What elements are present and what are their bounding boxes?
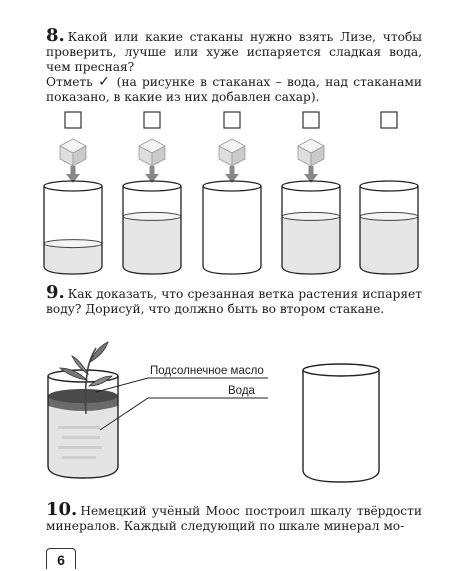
checkbox-glass-3[interactable]	[224, 112, 240, 128]
question-9	[46, 282, 422, 317]
water-fill	[48, 404, 118, 478]
question-10-text	[46, 499, 422, 534]
instruction-before: Отметь	[46, 75, 93, 89]
question-10-number: 10.	[46, 499, 78, 520]
glass-5	[360, 112, 418, 274]
water-surface	[360, 212, 418, 220]
glass-with-branch	[48, 342, 118, 478]
glass-rim	[360, 181, 418, 191]
water-label: Вода	[228, 385, 255, 397]
sugar-cube-icon	[298, 139, 324, 166]
checkbox-glass-1[interactable]	[65, 112, 81, 128]
water-fill	[360, 216, 418, 274]
page-number: 6	[46, 548, 76, 569]
checkbox-glass-2[interactable]	[144, 112, 160, 128]
leaf-icon	[90, 342, 108, 362]
question-8-number: 8.	[46, 25, 65, 46]
glass-1	[44, 112, 102, 274]
glasses-illustration	[0, 108, 450, 288]
question-10	[46, 499, 422, 534]
evaporation-illustration	[0, 340, 450, 490]
question-10-body: Немецкий учёный Моос построил шкалу твёрдости минералов. Каждый следующий по шкале минерал мо-	[46, 504, 422, 533]
glass-2	[123, 112, 181, 274]
water-surface	[123, 212, 181, 220]
question-8-instruction	[46, 75, 422, 105]
question-8	[46, 25, 422, 105]
instruction-after: (на рисунке в стаканах – вода, над стаканами показано, в какие из них добавлен сахар).	[46, 75, 422, 104]
question-9-number: 9.	[46, 282, 65, 303]
water-surface	[44, 240, 102, 248]
oil-label: Подсолнечное масло	[150, 365, 264, 377]
checkbox-glass-5[interactable]	[381, 112, 397, 128]
oil-surface	[48, 389, 118, 403]
check-mark-icon: ✓	[98, 74, 112, 90]
leaf-icon	[89, 376, 112, 386]
water-surface	[282, 212, 340, 220]
glass-4	[282, 112, 340, 274]
question-9-text	[46, 282, 422, 317]
sugar-cube-icon	[60, 139, 86, 166]
glass-3	[203, 112, 261, 274]
question-9-body: Как доказать, что срезанная ветка растения испаряет воду? Дорисуй, что должно быть во втором стакане.	[46, 287, 422, 316]
question-8-body: Какой или какие стаканы нужно взять Лизе, чтобы проверить, лучше или хуже испаряется сладкая вода, чем пресная?	[46, 30, 422, 74]
water-fill	[282, 216, 340, 274]
sugar-cube-icon	[219, 139, 245, 166]
glass-body	[203, 186, 261, 274]
water-fill	[123, 216, 181, 274]
water-fill	[44, 244, 102, 274]
empty-glass-to-draw[interactable]	[303, 364, 379, 482]
checkbox-glass-4[interactable]	[303, 112, 319, 128]
question-8-text	[46, 25, 422, 75]
sugar-cube-icon	[139, 139, 165, 166]
